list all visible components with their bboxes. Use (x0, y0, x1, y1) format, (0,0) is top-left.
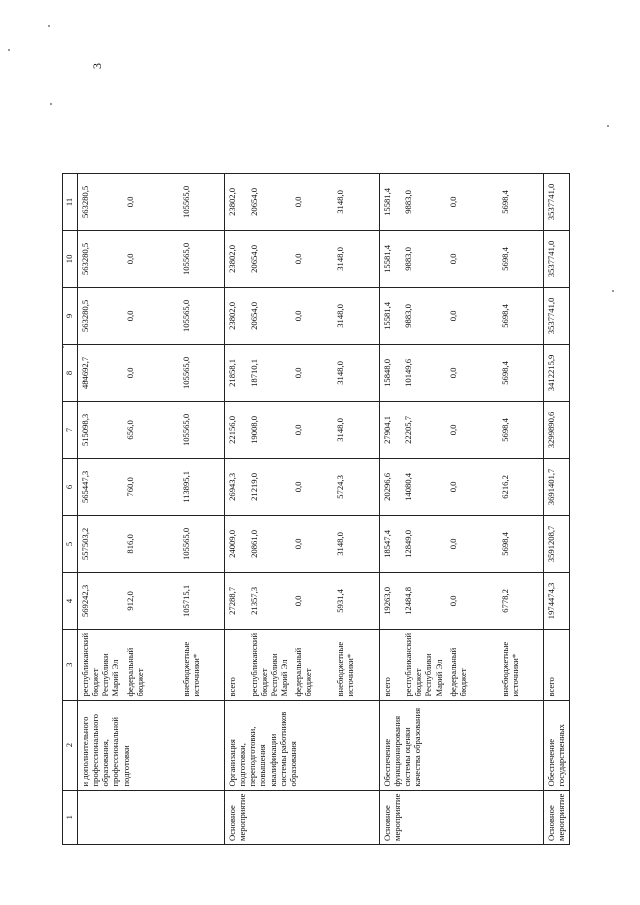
value-cell: 105565,0 (179, 287, 225, 344)
value-cell: 105565,0 (179, 344, 225, 401)
value-cell: 15581,4 (379, 230, 401, 287)
value-cell: 484692,7 (78, 344, 123, 401)
value-cell: 3148,0 (333, 401, 379, 458)
value-cell: 5698,4 (498, 230, 544, 287)
value-cell: 5931,4 (333, 572, 379, 629)
value-cell: 0,0 (446, 458, 498, 515)
activity-kind-cell (78, 790, 225, 844)
value-cell: 22205,7 (401, 401, 446, 458)
value-cell: 5698,4 (498, 287, 544, 344)
activity-kind-cell: Основное мероприятие (379, 790, 544, 844)
value-cell: 3537741,0 (544, 173, 570, 230)
value-cell: 0,0 (446, 230, 498, 287)
value-cell: 21219,0 (247, 458, 292, 515)
header-col-3: 3 (63, 629, 78, 700)
value-cell: 21357,3 (247, 572, 292, 629)
value-cell: 0,0 (291, 401, 333, 458)
value-cell: 0,0 (123, 173, 179, 230)
value-cell: 15581,4 (379, 173, 401, 230)
header-col-1: 1 (63, 790, 78, 844)
value-cell: 3412215,9 (544, 344, 570, 401)
funding-source-cell: федеральный бюджет (446, 629, 498, 700)
value-cell: 0,0 (446, 173, 498, 230)
value-cell: 3148,0 (333, 173, 379, 230)
value-cell: 0,0 (291, 230, 333, 287)
value-cell: 20296,6 (379, 458, 401, 515)
value-cell: 0,0 (123, 230, 179, 287)
value-cell: 3148,0 (333, 515, 379, 572)
header-col-7: 7 (63, 401, 78, 458)
value-cell: 0,0 (291, 572, 333, 629)
table-row (225, 173, 247, 844)
value-cell: 105565,0 (179, 515, 225, 572)
value-cell: 0,0 (291, 173, 333, 230)
value-cell: 3691401,7 (544, 458, 570, 515)
value-cell: 113895,1 (179, 458, 225, 515)
value-cell: 0,0 (446, 401, 498, 458)
header-col-11: 11 (63, 173, 78, 230)
value-cell: 23802,0 (225, 230, 247, 287)
value-cell: 3299890,6 (544, 401, 570, 458)
header-col-2: 2 (63, 700, 78, 790)
value-cell: 3148,0 (333, 287, 379, 344)
header-col-4: 4 (63, 572, 78, 629)
value-cell: 20654,0 (247, 173, 292, 230)
value-cell: 9883,0 (401, 287, 446, 344)
activity-kind-cell: Основное мероприятие (544, 790, 570, 844)
value-cell: 9883,0 (401, 173, 446, 230)
activity-kind-cell: Основное мероприятие (225, 790, 380, 844)
table-row (78, 173, 123, 844)
value-cell: 3537741,0 (544, 230, 570, 287)
value-cell: 0,0 (291, 458, 333, 515)
value-cell: 3537741,0 (544, 287, 570, 344)
value-cell: 563280,5 (78, 230, 123, 287)
header-row (63, 173, 78, 844)
value-cell: 105565,0 (179, 173, 225, 230)
funding-source-cell: внебюджетные источники* (179, 629, 225, 700)
value-cell: 0,0 (446, 572, 498, 629)
header-col-6: 6 (63, 458, 78, 515)
funding-source-cell: республиканский бюджет Республики Марий Эл (78, 629, 123, 700)
value-cell: 3148,0 (333, 344, 379, 401)
funding-source-cell: всего (544, 629, 570, 700)
table-row (544, 173, 570, 844)
budget-table (62, 173, 570, 845)
table-row (379, 173, 401, 844)
value-cell: 12849,0 (401, 515, 446, 572)
funding-source-cell: всего (379, 629, 401, 700)
value-cell: 565447,3 (78, 458, 123, 515)
value-cell: 18710,1 (247, 344, 292, 401)
value-cell: 19008,0 (247, 401, 292, 458)
value-cell: 0,0 (123, 344, 179, 401)
header-col-5: 5 (63, 515, 78, 572)
value-cell: 5698,4 (498, 515, 544, 572)
value-cell: 10149,6 (401, 344, 446, 401)
funding-source-cell: внебюджетные источники* (498, 629, 544, 700)
value-cell: 760,0 (123, 458, 179, 515)
value-cell: 6216,2 (498, 458, 544, 515)
value-cell: 23802,0 (225, 287, 247, 344)
funding-source-cell: внебюджетные источники* (333, 629, 379, 700)
funding-source-cell: всего (225, 629, 247, 700)
funding-source-cell: республиканский бюджет Республики Марий Эл (247, 629, 292, 700)
table-body (78, 173, 570, 844)
value-cell: 0,0 (291, 287, 333, 344)
value-cell: 26943,3 (225, 458, 247, 515)
value-cell: 20654,0 (247, 287, 292, 344)
value-cell: 0,0 (446, 515, 498, 572)
funding-source-cell: федеральный бюджет (291, 629, 333, 700)
value-cell: 105565,0 (179, 230, 225, 287)
value-cell: 18547,4 (379, 515, 401, 572)
value-cell: 5698,4 (498, 173, 544, 230)
value-cell: 24009,0 (225, 515, 247, 572)
funding-source-cell: федеральный бюджет (123, 629, 179, 700)
activity-name-cell: Обеспечение государственных (544, 700, 570, 790)
value-cell: 1974474,3 (544, 572, 570, 629)
value-cell: 20654,0 (247, 230, 292, 287)
value-cell: 12484,8 (401, 572, 446, 629)
header-col-10: 10 (63, 230, 78, 287)
value-cell: 3148,0 (333, 230, 379, 287)
value-cell: 20861,0 (247, 515, 292, 572)
value-cell: 0,0 (446, 287, 498, 344)
value-cell: 15581,4 (379, 287, 401, 344)
value-cell: 5724,3 (333, 458, 379, 515)
value-cell: 912,0 (123, 572, 179, 629)
value-cell: 6778,2 (498, 572, 544, 629)
value-cell: 0,0 (291, 344, 333, 401)
activity-name-cell: Обеспечение функционирования системы оценки качества образования (379, 700, 544, 790)
value-cell: 105565,0 (179, 401, 225, 458)
value-cell: 23802,0 (225, 173, 247, 230)
value-cell: 19263,0 (379, 572, 401, 629)
value-cell: 563280,5 (78, 287, 123, 344)
value-cell: 15848,0 (379, 344, 401, 401)
value-cell: 27904,1 (379, 401, 401, 458)
value-cell: 22156,0 (225, 401, 247, 458)
funding-source-cell: республиканский бюджет Республики Марий Эл (401, 629, 446, 700)
value-cell: 656,0 (123, 401, 179, 458)
header-col-9: 9 (63, 287, 78, 344)
value-cell: 105715,1 (179, 572, 225, 629)
value-cell: 5698,4 (498, 401, 544, 458)
value-cell: 569242,3 (78, 572, 123, 629)
value-cell: 5698,4 (498, 344, 544, 401)
value-cell: 557503,2 (78, 515, 123, 572)
value-cell: 0,0 (291, 515, 333, 572)
value-cell: 9883,0 (401, 230, 446, 287)
activity-name-cell: Организация подготовки, переподготовки, повышения квалификации системы работников образования (225, 700, 380, 790)
value-cell: 14080,4 (401, 458, 446, 515)
activity-name-cell: и дополнительного профессионального образования, профессиональной подготовки (78, 700, 225, 790)
value-cell: 21858,1 (225, 344, 247, 401)
value-cell: 0,0 (446, 344, 498, 401)
value-cell: 3591208,7 (544, 515, 570, 572)
value-cell: 563280,5 (78, 173, 123, 230)
header-col-8: 8 (63, 344, 78, 401)
value-cell: 515098,3 (78, 401, 123, 458)
value-cell: 0,0 (123, 287, 179, 344)
value-cell: 27288,7 (225, 572, 247, 629)
page-number: 3 (90, 63, 104, 69)
value-cell: 816,0 (123, 515, 179, 572)
